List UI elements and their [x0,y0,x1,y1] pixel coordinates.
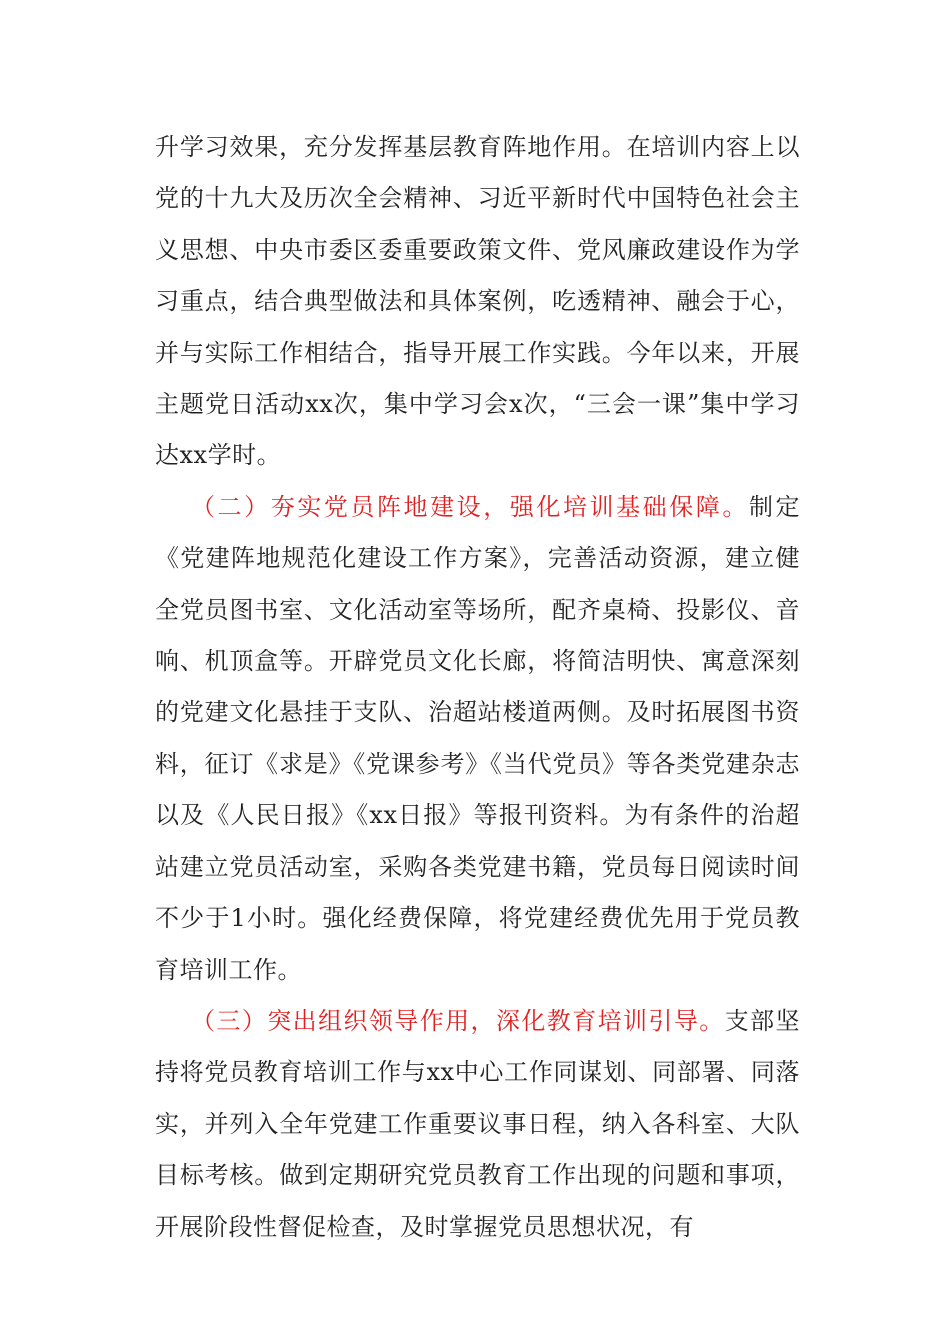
paragraph-2 [155,482,800,996]
paragraph-3-text: 支部坚持将党员教育培训工作与xx中心工作同谋划、同部署、同落实，并列入全年党建工作重要议事日程，纳入各科室、大队目标考核。做到定期研究党员教育工作出现的问题和事项，开展阶段性督促检查，及时掌握党员思想状况，有 [155,1006,801,1241]
paragraph-1-text: 升学习效果，充分发挥基层教育阵地作用。在培训内容上以党的十九大及历次全会精神、习近平新时代中国特色社会主义思想、中央市委区委重要政策文件、党风廉政建设作为学习重点，结合典型做法和具体案例，吃透精神、融会于心，并与实际工作相结合，指导开展工作实践。今年以来，开展主题党日活动xx次，集中学习会x次，“三会一课”集中学习达xx学时。 [155,133,800,470]
paragraph-1 [155,122,800,482]
paragraph-2-text: 制定《党建阵地规范化建设工作方案》，完善活动资源，建立健全党员图书室、文化活动室等场所，配齐桌椅、投影仪、音响、机顶盒等。开辟党员文化长廊，将简洁明快、寓意深刻的党建文化悬挂于支队、治超站楼道两侧。及时拓展图书资料，征订《求是》《党课参考》《当代党员》等各类党建杂志以及《人民日报》《xx日报》等报刊资料。为有条件的治超站建立党员活动室，采购各类党建书籍，党员每日阅读时间不少于1小时。强化经费保障，将党建经费优先用于党员教育培训工作。 [155,492,801,984]
document-body [155,122,800,1253]
paragraph-3 [155,996,800,1253]
paragraph-3-heading: （三）突出组织领导作用，深化教育培训引导。 [191,1006,725,1035]
paragraph-2-heading: （二）夯实党员阵地建设，强化培训基础保障。 [191,492,749,521]
